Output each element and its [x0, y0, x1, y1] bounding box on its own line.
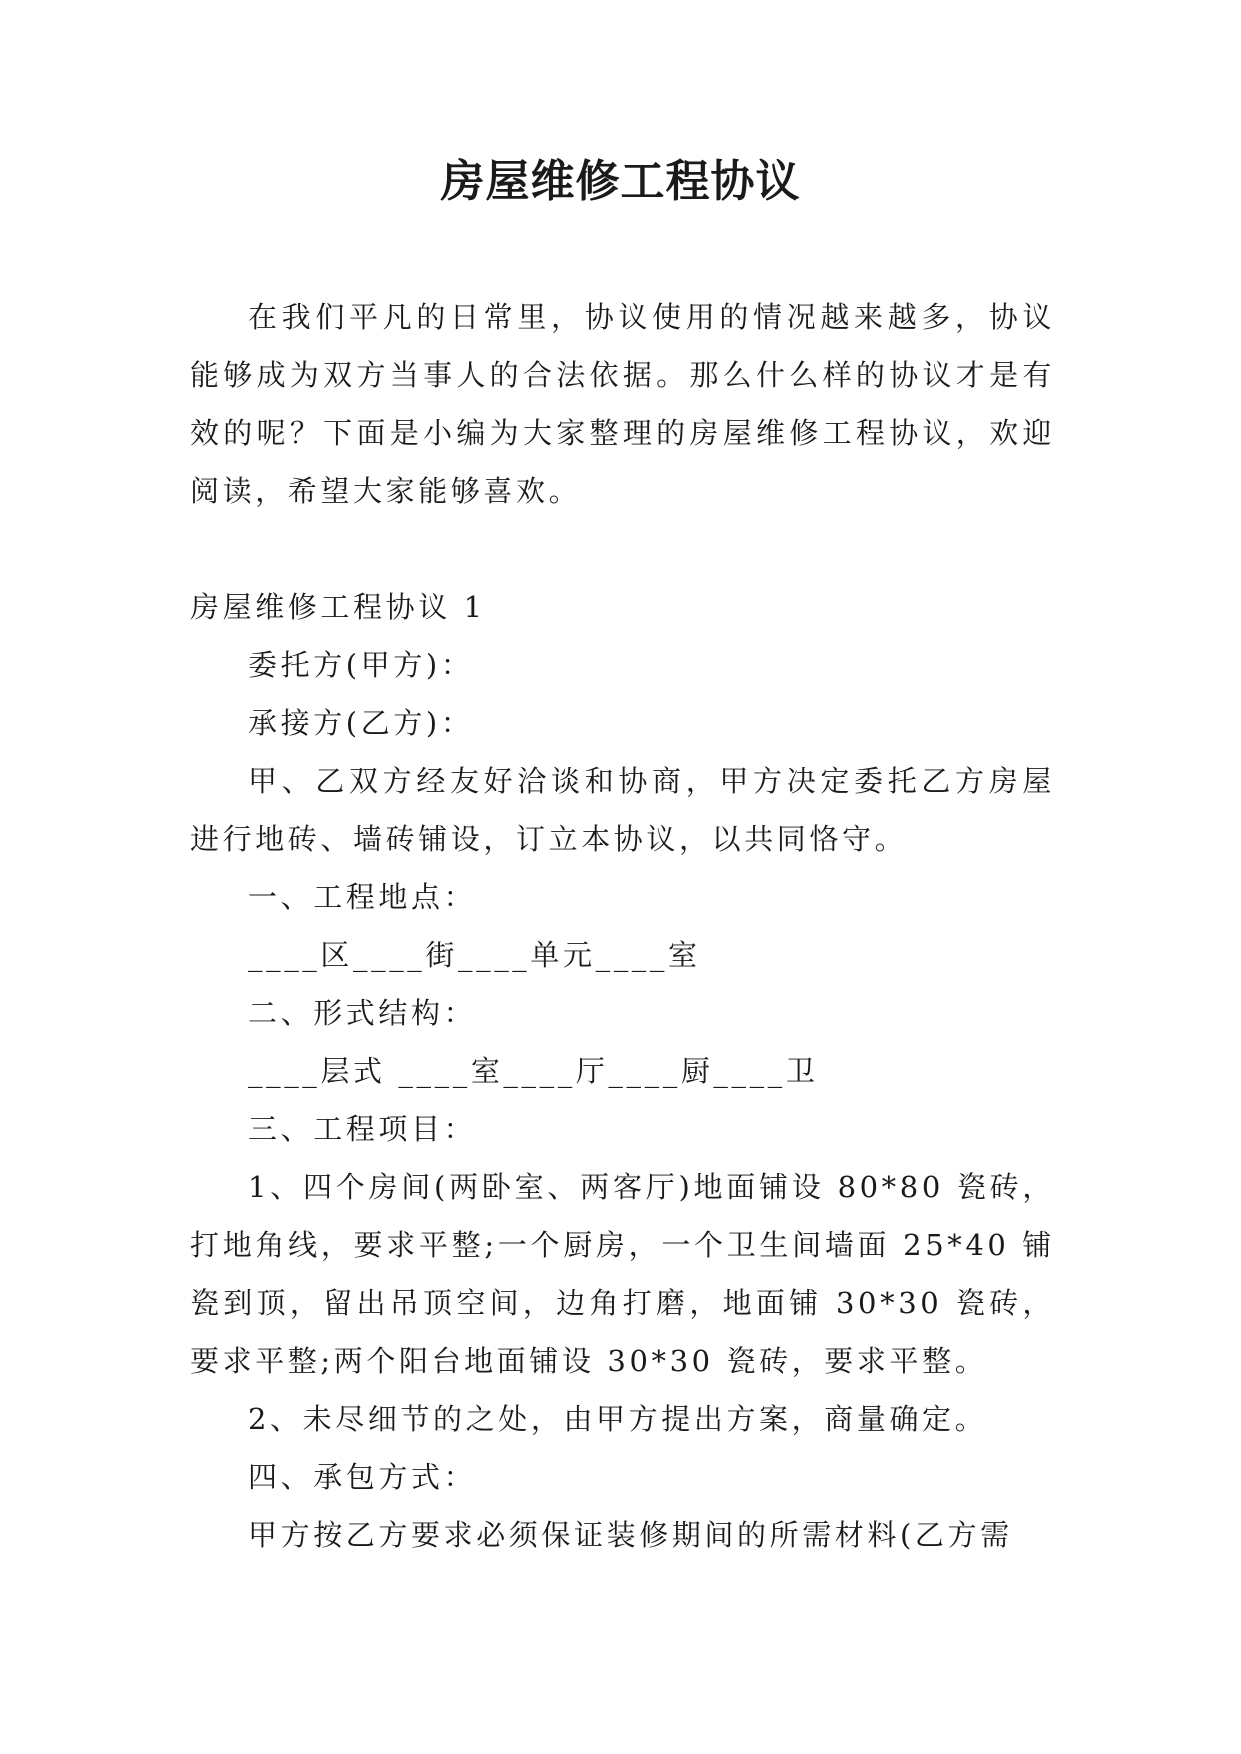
document-title: 房屋维修工程协议: [440, 156, 801, 207]
clause-heading-contract-mode: 四、承包方式：: [248, 1460, 477, 1494]
party-b-line: 承接方(乙方)：: [248, 706, 474, 740]
contract-mode-paragraph: 甲方按乙方要求必须保证装修期间的所需材料(乙方需: [248, 1518, 1013, 1552]
document-body: [190, 288, 1055, 1564]
clause-heading-items: 三、工程项目：: [248, 1112, 477, 1146]
item-2-paragraph: 2、未尽细节的之处，由甲方提出方案，商量确定。: [248, 1402, 988, 1436]
clause-heading-structure: 二、形式结构：: [248, 996, 477, 1030]
party-a-line: 委托方(甲方)：: [248, 648, 474, 682]
section-heading: 房屋维修工程协议 1: [190, 590, 486, 624]
agreement-preamble: 甲、乙双方经友好洽谈和协商，甲方决定委托乙方房屋进行地砖、墙砖铺设，订立本协议，以共同恪守。: [190, 764, 1055, 856]
item-1-paragraph: 1、四个房间(两卧室、两客厅)地面铺设 80*80 瓷砖，打地角线，要求平整;一个厨房，一个卫生间墙面 25*40 铺瓷到顶，留出吊顶空间，边角打磨，地面铺 30*30 瓷砖，要求平整;两个阳台地面铺设 30*30 瓷砖，要求平整。: [190, 1170, 1055, 1378]
location-blank-line: ____区____街____单元____室: [248, 938, 701, 972]
clause-heading-location: 一、工程地点：: [248, 880, 477, 914]
intro-paragraph: 在我们平凡的日常里，协议使用的情况越来越多，协议能够成为双方当事人的合法依据。那么什么样的协议才是有效的呢？下面是小编为大家整理的房屋维修工程协议，欢迎阅读，希望大家能够喜欢。: [190, 300, 1055, 508]
paragraph-gap: [190, 520, 1055, 578]
structure-blank-line: ____层式 ____室____厅____厨____卫: [248, 1054, 819, 1088]
